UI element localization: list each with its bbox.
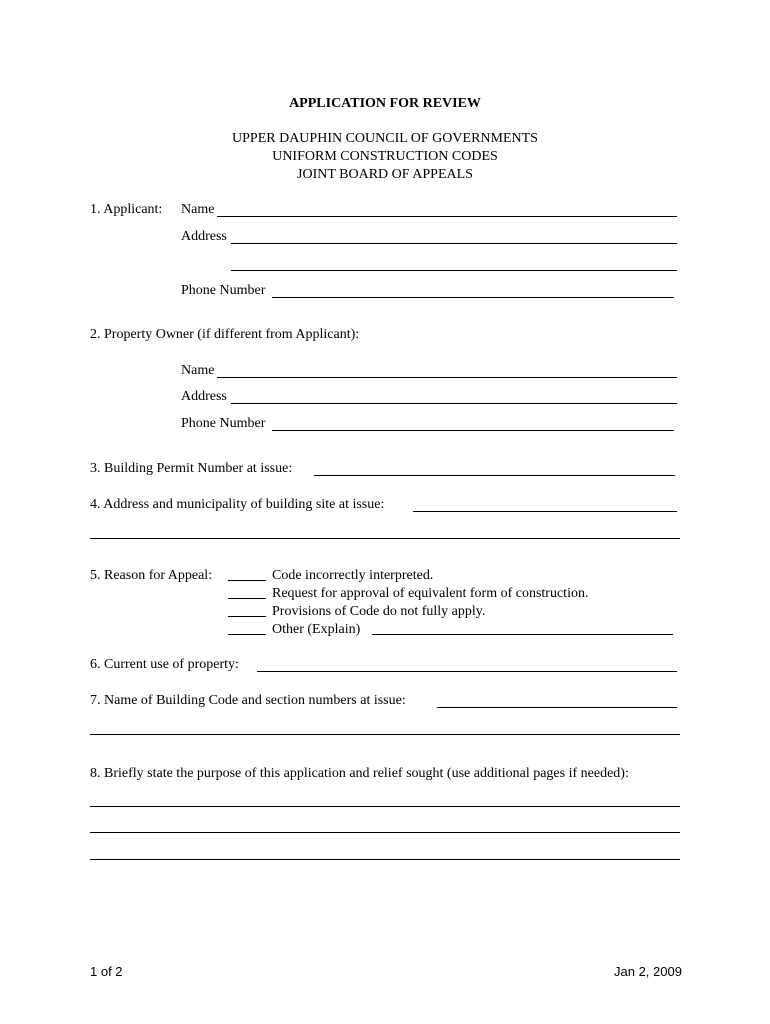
- code-sections-label: 7. Name of Building Code and section numbers at issue:: [90, 693, 406, 708]
- reason-option-interpreted: Code incorrectly interpreted.: [272, 568, 434, 583]
- org-subtitle: UNIFORM CONSTRUCTION CODES: [272, 149, 498, 164]
- owner-name-label: Name: [181, 363, 215, 378]
- applicant-name-label: Name: [181, 202, 215, 217]
- current-use-field[interactable]: [257, 654, 677, 672]
- reason-checkbox-interpreted[interactable]: [228, 580, 266, 581]
- reason-option-equivalent: Request for approval of equivalent form of construction.: [272, 586, 589, 601]
- permit-number-field[interactable]: [314, 458, 675, 476]
- applicant-phone-label: Phone Number: [181, 283, 266, 298]
- owner-name-field[interactable]: [217, 360, 677, 378]
- site-address-field[interactable]: [413, 494, 677, 512]
- code-sections-field[interactable]: [437, 690, 677, 708]
- site-address-field-line2[interactable]: [90, 521, 680, 539]
- purpose-field-line1[interactable]: [90, 789, 680, 807]
- form-title: APPLICATION FOR REVIEW: [289, 96, 481, 111]
- purpose-label: 8. Briefly state the purpose of this application and relief sought (use additional pages if needed):: [90, 766, 629, 781]
- permit-number-label: 3. Building Permit Number at issue:: [90, 461, 293, 476]
- applicant-name-field[interactable]: [217, 199, 677, 217]
- reason-checkbox-equivalent[interactable]: [228, 598, 266, 599]
- applicant-address-field-line2[interactable]: [231, 253, 677, 271]
- purpose-field-line3[interactable]: [90, 842, 680, 860]
- applicant-address-field[interactable]: [231, 226, 677, 244]
- other-explain-field[interactable]: [372, 617, 673, 635]
- applicant-address-label: Address: [181, 229, 227, 244]
- reason-checkbox-not-apply[interactable]: [228, 616, 266, 617]
- owner-address-label: Address: [181, 389, 227, 404]
- reason-option-other: Other (Explain): [272, 622, 361, 637]
- site-address-label: 4. Address and municipality of building site at issue:: [90, 497, 385, 512]
- reason-option-not-apply: Provisions of Code do not fully apply.: [272, 604, 486, 619]
- reason-checkbox-other[interactable]: [228, 634, 266, 635]
- org-name: UPPER DAUPHIN COUNCIL OF GOVERNMENTS: [232, 131, 538, 146]
- applicant-phone-field[interactable]: [272, 280, 674, 298]
- board-name: JOINT BOARD OF APPEALS: [297, 167, 473, 182]
- page-number: 1 of 2: [90, 964, 123, 979]
- reason-for-appeal-label: 5. Reason for Appeal:: [90, 568, 213, 583]
- footer-date: Jan 2, 2009: [614, 964, 682, 979]
- applicant-section-label: 1. Applicant:: [90, 202, 163, 217]
- current-use-label: 6. Current use of property:: [90, 657, 239, 672]
- owner-section-label: 2. Property Owner (if different from Applicant):: [90, 327, 360, 342]
- owner-address-field[interactable]: [231, 386, 677, 404]
- code-sections-field-line2[interactable]: [90, 717, 680, 735]
- owner-phone-field[interactable]: [272, 413, 674, 431]
- purpose-field-line2[interactable]: [90, 815, 680, 833]
- owner-phone-label: Phone Number: [181, 416, 266, 431]
